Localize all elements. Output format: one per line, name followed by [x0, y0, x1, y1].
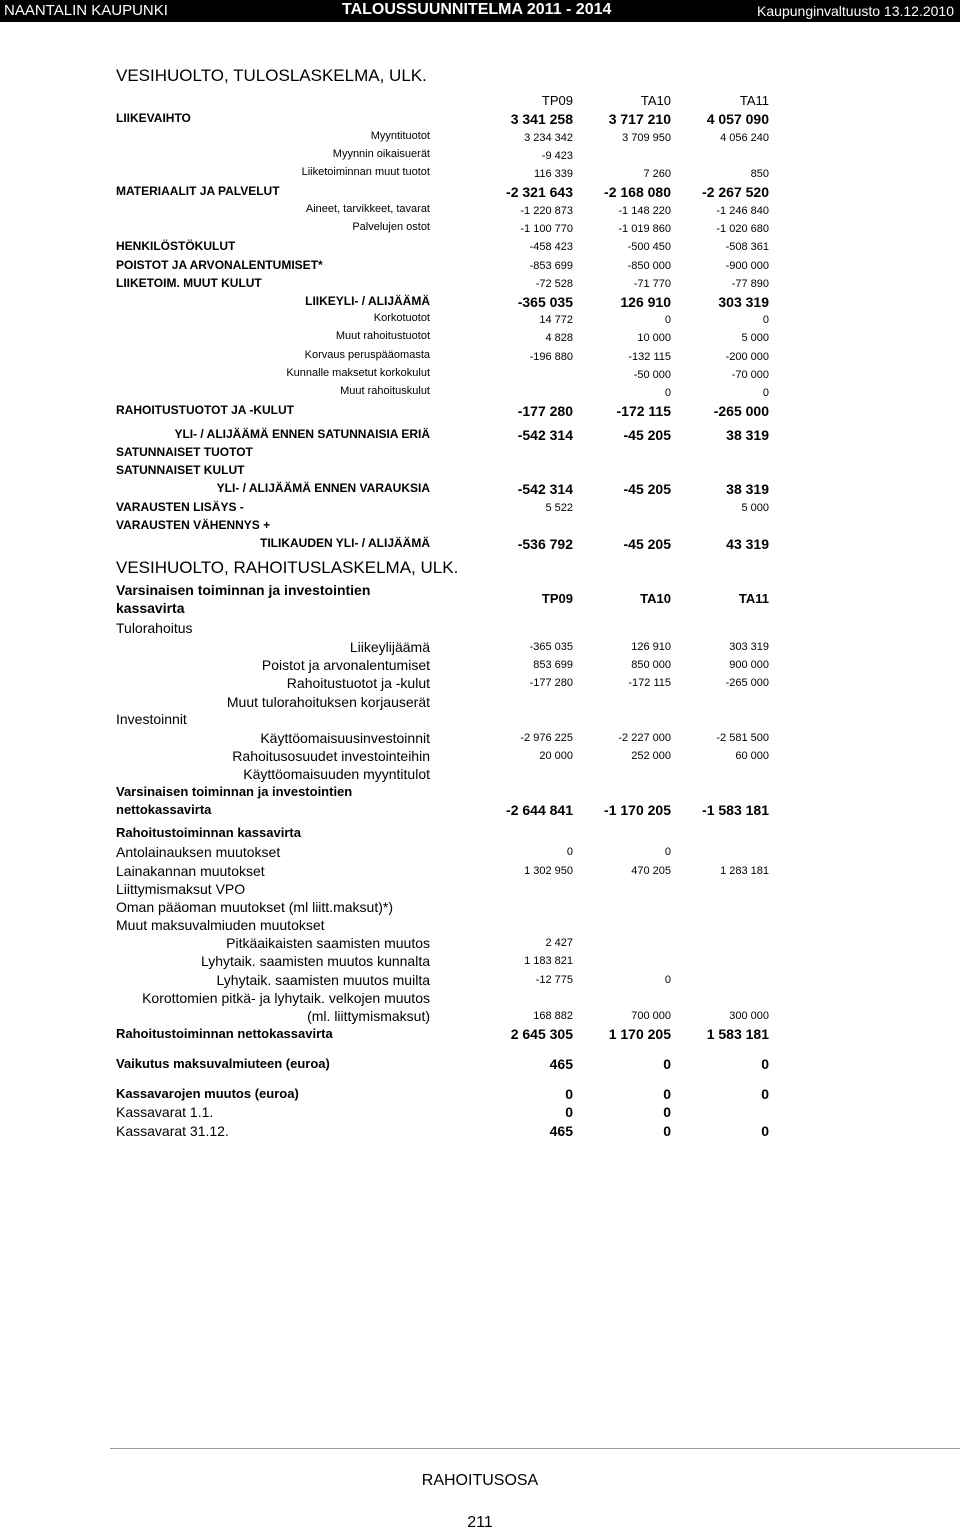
income-cell-ta11: 0 [762, 314, 769, 326]
cash-row [0, 711, 960, 729]
cash-cell-ta11: 0 [761, 1123, 769, 1139]
cash-row-label: Korottomien pitkä- ja lyhytaik. velkojen muutos [142, 990, 430, 1006]
income-cell-ta11: 4 056 240 [720, 132, 769, 144]
income-cell-ta10: -2 168 080 [604, 184, 671, 200]
cash-cell-tp09: -2 976 225 [520, 732, 573, 744]
income-row [0, 294, 960, 312]
income-row [0, 518, 960, 536]
income-row-label: LIIKEYLI- / ALIJÄÄMÄ [305, 294, 430, 308]
cash-cell-ta10: -1 170 205 [604, 802, 671, 818]
cash-row-label: Muut maksuvalmiuden muutokset [116, 917, 325, 933]
income-row-label: RAHOITUSTUOTOT JA -KULUT [116, 403, 294, 417]
cash-row [0, 863, 960, 881]
income-row-label: Myyntituotot [370, 130, 430, 142]
header-doc-title: TALOUSSUUNNITELMA 2011 - 2014 [342, 1, 612, 18]
cash-cell-tp09: 1 183 821 [524, 955, 573, 967]
income-row [0, 221, 960, 239]
cash-row [0, 825, 960, 843]
cash-cell-ta10: 0 [663, 1086, 671, 1102]
footer-divider [110, 1448, 960, 1449]
income-row [0, 312, 960, 330]
income-cell-tp09: -2 321 643 [506, 184, 573, 200]
income-row [0, 330, 960, 348]
cash-cell-tp09: 168 882 [533, 1010, 573, 1022]
cash-row-label: Liittymismaksut VPO [116, 881, 246, 897]
cash-row [0, 899, 960, 917]
income-row-label: Muut rahoitustuotot [335, 330, 430, 342]
cash-cell-ta10: 0 [664, 974, 671, 986]
cash-cell-ta11: 1 583 181 [706, 1026, 769, 1042]
cash-cell-ta10: 700 000 [631, 1010, 671, 1022]
income-row [0, 536, 960, 554]
cash-header-label-2: kassavirta [116, 600, 185, 616]
cash-row [0, 972, 960, 990]
cash-row [0, 639, 960, 657]
cash-row-label: Lyhytaik. saamisten muutos kunnalta [200, 953, 430, 969]
cash-row [0, 748, 960, 766]
cash-cell-ta10: -2 227 000 [618, 732, 671, 744]
income-cell-ta10: -850 000 [627, 260, 671, 272]
income-row-label: Liiketoiminnan muut tuotot [301, 166, 430, 178]
income-cell-ta11: 5 000 [741, 502, 769, 514]
income-cell-ta10: -172 115 [616, 403, 671, 419]
cash-cell-tp09: 0 [566, 846, 573, 858]
cash-row [0, 694, 960, 712]
income-cell-ta11: 4 057 090 [706, 111, 769, 127]
income-cell-tp09: -365 035 [517, 294, 573, 310]
income-row [0, 258, 960, 276]
cash-row [0, 935, 960, 953]
cash-row-label: Käyttöomaisuusinvestoinnit [260, 730, 430, 746]
income-cell-tp09: -542 314 [517, 427, 573, 443]
income-row-label: Muut rahoituskulut [340, 385, 430, 397]
cash-row-label: Liikeylijäämä [349, 639, 430, 655]
cash-row [0, 784, 960, 802]
income-cell-tp09: -177 280 [517, 403, 573, 419]
income-cell-ta11: -900 000 [725, 260, 769, 272]
income-cell-ta10: 126 910 [620, 294, 671, 310]
cash-cell-ta11: 60 000 [735, 750, 769, 762]
income-cell-tp09: -1 100 770 [520, 223, 573, 235]
cash-row [0, 881, 960, 899]
cash-row [0, 1056, 960, 1074]
footer-section: RAHOITUSOSA [421, 1472, 539, 1489]
cash-row [0, 675, 960, 693]
cash-cell-tp09: 1 302 950 [524, 865, 573, 877]
cash-row-label: Lyhytaik. saamisten muutos muilta [216, 972, 430, 988]
cash-row-label: Rahoitustuotot ja -kulut [286, 675, 430, 691]
cash-row-label: Oman pääoman muutokset (ml liitt.maksut)*) [116, 899, 393, 915]
income-cell-ta10: -1 148 220 [618, 205, 671, 217]
cash-cell-tp09: -365 035 [529, 641, 573, 653]
cash-col-header-ta11: TA11 [738, 591, 769, 606]
cash-row-label: Rahoitustoiminnan nettokassavirta [116, 1026, 333, 1041]
income-cell-tp09: 14 772 [539, 314, 573, 326]
cash-cell-ta10: 252 000 [631, 750, 671, 762]
cash-cell-ta11: 0 [761, 1086, 769, 1102]
cash-cell-tp09: 465 [549, 1123, 573, 1139]
income-cell-tp09: -853 699 [529, 260, 573, 272]
cash-cell-ta11: 0 [761, 1056, 769, 1072]
cash-row-label: (ml. liittymismaksut) [307, 1008, 430, 1024]
cash-cell-ta10: -172 115 [628, 677, 671, 689]
cash-row [0, 844, 960, 862]
income-cell-tp09: -542 314 [517, 481, 573, 497]
income-row-label: LIIKETOIM. MUUT KULUT [116, 276, 262, 290]
income-cell-ta10: 7 260 [643, 168, 671, 180]
income-cell-ta11: -265 000 [713, 403, 769, 419]
cash-row [0, 730, 960, 748]
income-cell-ta10: -45 205 [623, 427, 671, 443]
income-row [0, 427, 960, 445]
cash-row [0, 1008, 960, 1026]
cash-row-label: Kassavarat 1.1. [116, 1104, 214, 1120]
page-header [0, 0, 960, 22]
income-cell-tp09: -9 423 [541, 150, 573, 162]
cash-cell-ta10: 850 000 [631, 659, 671, 671]
cash-cell-ta11: -2 581 500 [716, 732, 769, 744]
income-row-label: Kunnalle maksetut korkokulut [286, 367, 430, 379]
cash-cell-ta11: 300 000 [729, 1010, 769, 1022]
cash-row-label: Rahoitusosuudet investointeihin [232, 748, 430, 764]
income-cell-ta10: -71 770 [633, 278, 671, 290]
income-row [0, 130, 960, 148]
cash-row [0, 1086, 960, 1104]
cash-cell-ta11: 900 000 [729, 659, 769, 671]
income-cell-tp09: 3 341 258 [510, 111, 573, 127]
cash-row [0, 766, 960, 784]
income-cell-ta10: 0 [664, 387, 671, 399]
income-row-label: VARAUSTEN LISÄYS - [116, 500, 244, 514]
cash-cell-tp09: 0 [565, 1086, 573, 1102]
cash-cell-ta10: 126 910 [631, 641, 671, 653]
cash-cell-tp09: 2 427 [545, 937, 573, 949]
income-cell-ta10: -45 205 [623, 536, 671, 552]
cash-row [0, 620, 960, 638]
income-row [0, 445, 960, 463]
income-row [0, 367, 960, 385]
col-header-tp09: TP09 [541, 93, 573, 108]
income-row [0, 203, 960, 221]
income-row-label: VARAUSTEN VÄHENNYS + [116, 518, 271, 532]
cash-cell-ta11: -265 000 [725, 677, 769, 689]
cash-cell-tp09: -2 644 841 [506, 802, 573, 818]
income-row [0, 481, 960, 499]
income-row [0, 148, 960, 166]
cash-row [0, 1026, 960, 1044]
income-row [0, 500, 960, 518]
col-header-ta11: TA11 [739, 93, 769, 108]
income-cell-ta11: 5 000 [741, 332, 769, 344]
cash-row-label: Lainakannan muutokset [116, 863, 265, 879]
cash-row [0, 953, 960, 971]
income-row [0, 276, 960, 294]
cash-cell-tp09: -12 775 [535, 974, 573, 986]
cash-row-label: Varsinaisen toiminnan ja investointien [116, 784, 353, 799]
cash-column-headers [0, 591, 960, 609]
income-row-label: YLI- / ALIJÄÄMÄ ENNEN SATUNNAISIA ERIÄ [174, 427, 430, 441]
footer-page-number: 211 [467, 1514, 493, 1531]
cash-row [0, 802, 960, 820]
cash-row-label: Tulorahoitus [116, 620, 193, 636]
cash-row-label: Investoinnit [116, 711, 187, 727]
income-row-label: Korvaus peruspääomasta [304, 349, 430, 361]
income-cell-ta10: -45 205 [623, 481, 671, 497]
income-cell-ta11: 43 319 [726, 536, 769, 552]
income-cell-tp09: 116 339 [534, 168, 573, 180]
cash-row-label: Kassavarojen muutos (euroa) [116, 1086, 299, 1101]
cash-col-header-ta10: TA10 [640, 591, 671, 606]
cash-cell-ta11: 1 283 181 [720, 865, 769, 877]
cash-row-label: Poistot ja arvonalentumiset [261, 657, 430, 673]
cash-row-label: Rahoitustoiminnan kassavirta [116, 825, 301, 840]
income-cell-ta11: 38 319 [726, 427, 769, 443]
income-row-label: MATERIAALIT JA PALVELUT [116, 184, 280, 198]
income-row-label: SATUNNAISET TUOTOT [116, 445, 253, 459]
cash-cell-ta10: 0 [663, 1056, 671, 1072]
cash-row-label: Kassavarat 31.12. [116, 1123, 229, 1139]
cash-row [0, 990, 960, 1008]
cash-cell-ta10: 1 170 205 [608, 1026, 671, 1042]
col-header-ta10: TA10 [640, 93, 671, 108]
income-row-label: POISTOT JA ARVONALENTUMISET* [116, 258, 323, 272]
cash-row [0, 1123, 960, 1141]
cash-row-label: Vaikutus maksuvalmiuteen (euroa) [116, 1056, 330, 1071]
cash-row-label: Antolainauksen muutokset [116, 844, 281, 860]
income-cell-ta10: 10 000 [637, 332, 671, 344]
income-cell-ta11: -77 890 [731, 278, 769, 290]
income-row-label: TILIKAUDEN YLI- / ALIJÄÄMÄ [260, 536, 430, 550]
income-cell-ta11: 38 319 [726, 481, 769, 497]
income-cell-ta10: 3 717 210 [608, 111, 671, 127]
income-row-label: HENKILÖSTÖKULUT [116, 239, 236, 253]
income-cell-ta11: -2 267 520 [702, 184, 769, 200]
income-cell-tp09: -458 423 [529, 241, 573, 253]
cash-row-label: Muut tulorahoituksen korjauserät [226, 694, 430, 710]
cash-row-label: Pitkäaikaisten saamisten muutos [226, 935, 430, 951]
header-date: Kaupunginvaltuusto 13.12.2010 [757, 3, 954, 19]
income-cell-tp09: 4 828 [545, 332, 573, 344]
cash-cell-tp09: -177 280 [529, 677, 573, 689]
cash-cell-ta10: 0 [663, 1104, 671, 1120]
income-cell-ta11: -508 361 [725, 241, 769, 253]
income-cell-ta11: -200 000 [725, 351, 769, 363]
income-row [0, 463, 960, 481]
income-cell-ta10: -132 115 [628, 351, 671, 363]
income-cell-ta11: -1 020 680 [716, 223, 769, 235]
income-row-label: LIIKEVAIHTO [116, 111, 191, 125]
income-row [0, 403, 960, 421]
income-cell-ta11: -1 246 840 [716, 205, 769, 217]
cash-cell-ta10: 0 [664, 846, 671, 858]
cash-cell-tp09: 853 699 [533, 659, 573, 671]
income-cell-tp09: 5 522 [545, 502, 573, 514]
income-cell-ta10: 3 709 950 [622, 132, 671, 144]
income-cell-ta11: 0 [762, 387, 769, 399]
cash-row-label: nettokassavirta [116, 802, 212, 817]
income-cell-tp09: -1 220 873 [520, 205, 573, 217]
income-row [0, 349, 960, 367]
income-cell-ta10: -50 000 [633, 369, 671, 381]
income-cell-tp09: -72 528 [535, 278, 573, 290]
income-row-label: YLI- / ALIJÄÄMÄ ENNEN VARAUKSIA [216, 481, 430, 495]
cash-header-label-1: Varsinaisen toiminnan ja investointien [116, 582, 371, 598]
cash-cell-tp09: 20 000 [539, 750, 573, 762]
cash-row-label: Käyttöomaisuuden myyntitulot [243, 766, 430, 782]
cash-row [0, 657, 960, 675]
cash-cell-tp09: 465 [549, 1056, 573, 1072]
cash-cell-tp09: 2 645 305 [510, 1026, 573, 1042]
income-cell-ta10: -1 019 860 [618, 223, 671, 235]
income-cell-ta11: 303 319 [718, 294, 769, 310]
income-cell-ta10: -500 450 [627, 241, 671, 253]
income-cell-ta10: 0 [664, 314, 671, 326]
income-cell-tp09: 3 234 342 [524, 132, 573, 144]
income-statement-title: VESIHUOLTO, TULOSLASKELMA, ULK. [116, 66, 427, 85]
income-row [0, 239, 960, 257]
income-cell-ta11: 850 [750, 168, 769, 180]
cash-row [0, 1104, 960, 1122]
income-row-label: Aineet, tarvikkeet, tavarat [305, 203, 430, 215]
cash-cell-ta11: -1 583 181 [702, 802, 769, 818]
income-row-label: Myynnin oikaisuerät [332, 148, 430, 160]
income-cell-tp09: -196 880 [529, 351, 573, 363]
income-row-label: Korkotuotot [373, 312, 430, 324]
cash-cell-ta10: 0 [663, 1123, 671, 1139]
cash-flow-title: VESIHUOLTO, RAHOITUSLASKELMA, ULK. [116, 558, 459, 577]
header-org: NAANTALIN KAUPUNKI [4, 2, 168, 19]
income-row-label: Palvelujen ostot [352, 221, 430, 233]
income-row [0, 166, 960, 184]
income-row [0, 184, 960, 202]
income-cell-ta11: -70 000 [731, 369, 769, 381]
cash-cell-tp09: 0 [565, 1104, 573, 1120]
income-cell-tp09: -536 792 [517, 536, 573, 552]
cash-cell-ta11: 303 319 [729, 641, 769, 653]
income-row-label: SATUNNAISET KULUT [116, 463, 245, 477]
cash-cell-ta10: 470 205 [631, 865, 671, 877]
cash-col-header-tp09: TP09 [541, 591, 573, 606]
income-row [0, 111, 960, 129]
income-row [0, 385, 960, 403]
cash-row [0, 917, 960, 935]
